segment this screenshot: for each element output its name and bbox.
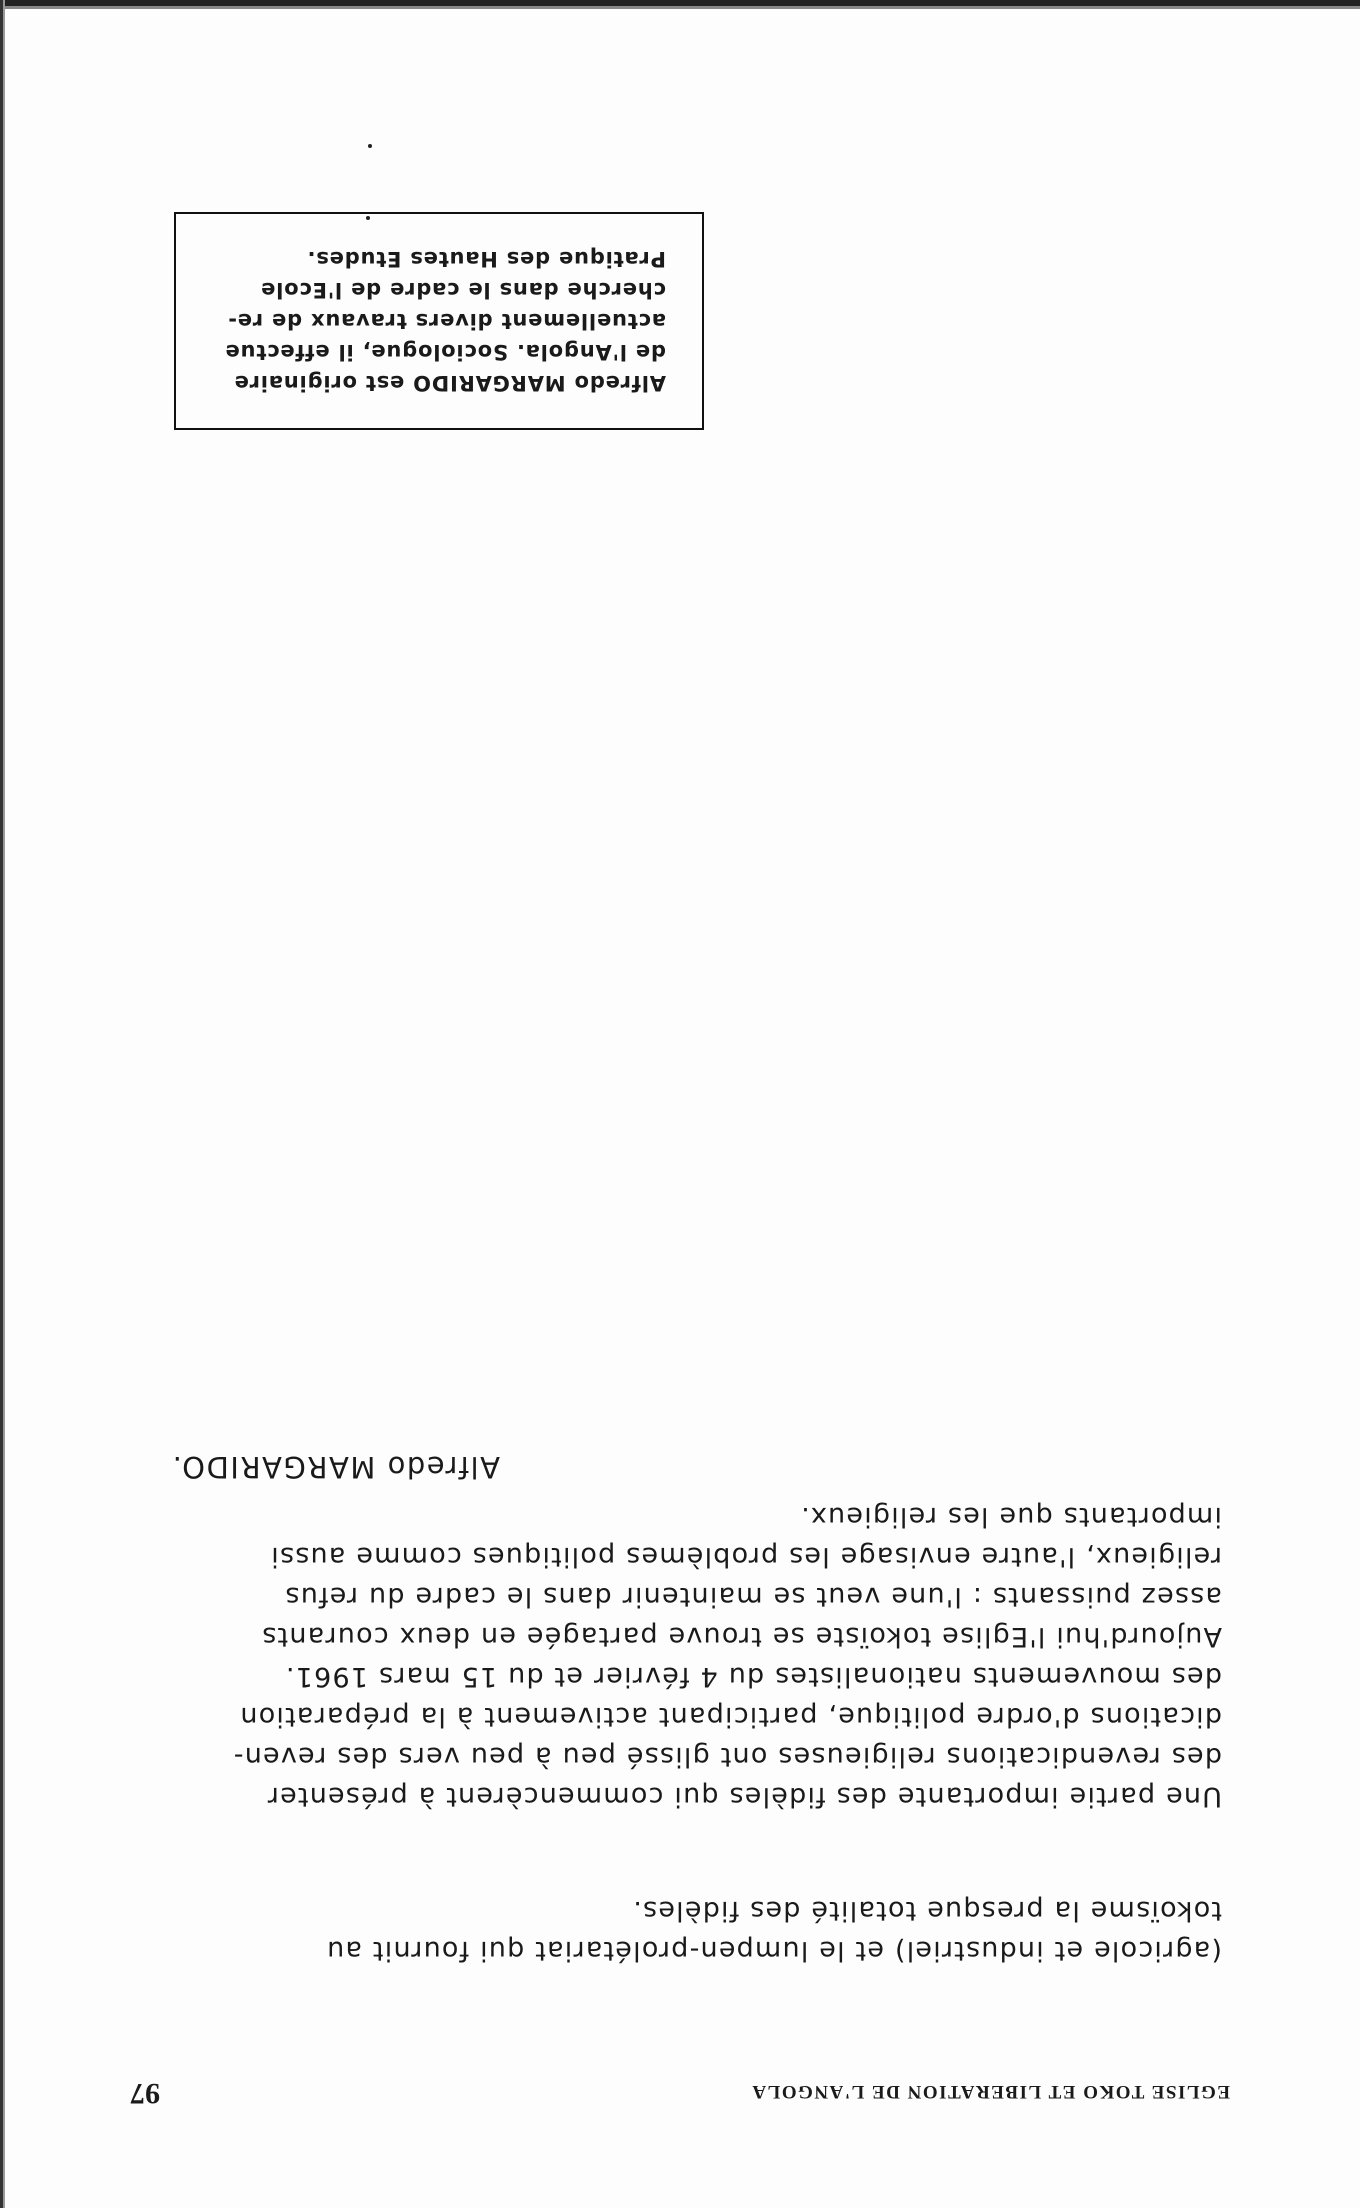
- bio-line: Pratique des Hautes Etudes.: [306, 247, 666, 271]
- ink-speck: [366, 216, 370, 220]
- text-line: tokoïsme la presque totalité des fidèles.: [632, 1895, 1222, 1926]
- bio-line: de l'Angola. Sociologue, il effectue: [224, 340, 666, 364]
- author-bio-box: [174, 212, 704, 430]
- bio-line: actuellement divers travaux de re-: [227, 309, 666, 333]
- paragraph-1: [132, 1890, 1222, 1970]
- text-line: assez puissants : l'une veut se maintenir dans le cadre du refus: [284, 1581, 1222, 1612]
- running-header: [130, 2070, 1230, 2110]
- text-line: (agricole et industriel) et le lumpen-prolétariat qui fournit au: [325, 1935, 1222, 1966]
- text-line: des mouvements nationalistes du 4 février et du 15 mars 1961.: [284, 1661, 1222, 1692]
- paragraph-2: [132, 1496, 1222, 1816]
- bio-line: Alfredo MARGARIDO est originaire: [233, 371, 666, 395]
- text-line: dications d'ordre politique, participant activement à la préparation: [239, 1701, 1222, 1732]
- running-title: EGLISE TOKO ET LIBERATION DE L'ANGOLA: [750, 2081, 1230, 2102]
- text-line: des revendications religieuses ont glissé peu à peu vers des reven-: [232, 1741, 1222, 1772]
- author-bio-text: [198, 243, 666, 398]
- bio-line: cherche dans le cadre de l'Ecole: [260, 278, 666, 302]
- text-line: Une partie importante des fidèles qui commencèrent à présenter: [266, 1781, 1222, 1812]
- text-line: importants que les religieux.: [799, 1501, 1222, 1532]
- ink-speck: [368, 144, 372, 148]
- author-signature: Alfredo MARGARIDO.: [171, 1450, 500, 1484]
- text-line: religieux, l'autre envisage les problèmes politiques comme aussi: [270, 1541, 1222, 1572]
- text-line: Aujourd'hui l'Eglise tokoïste se trouve partagée en deux courants: [261, 1621, 1222, 1652]
- page-number: 97: [130, 2077, 160, 2110]
